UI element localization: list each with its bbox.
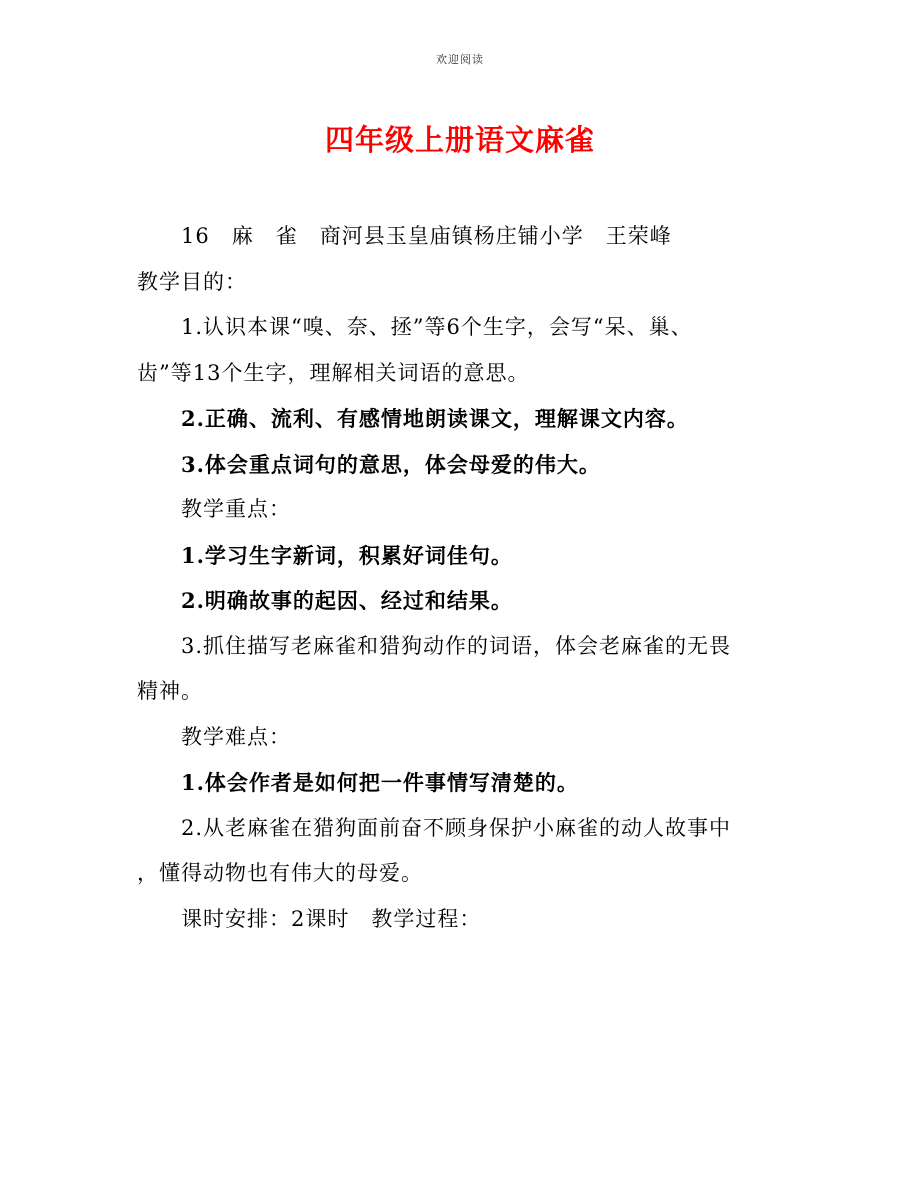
goal-item-3: 3.体会重点词句的意思，体会母爱的伟大。 <box>181 451 601 477</box>
difficulties-heading: 教学难点： <box>181 724 291 749</box>
key-point-item-2: 2.明确故事的起因、经过和结果。 <box>181 588 513 613</box>
key-points-heading: 教学重点： <box>181 497 291 521</box>
key-point-item-1: 1.学习生字新词，积累好词佳句。 <box>181 542 513 568</box>
schedule-line <box>137 897 797 943</box>
document-body <box>137 214 797 942</box>
goals-heading: 教学目的： <box>137 269 247 294</box>
difficulty-item-2-line-1: 2.从老麻雀在猎狗面前奋不顾身保护小麻雀的动人故事中 <box>181 815 732 840</box>
goal-item-1-line-2: 齿”等13个生字，理解相关词语的意思。 <box>137 360 530 385</box>
goal-item-1-line-1: 1.认识本课“嗅、奈、拯”等6个生字，会写“呆、巢、 <box>181 315 693 339</box>
teacher-name: 王荣峰 <box>605 224 672 248</box>
key-point-item-3-line-2: 精神。 <box>137 679 203 703</box>
difficulty-item-1: 1.体会作者是如何把一件事情写清楚的。 <box>181 770 579 795</box>
key-point-item-3-line-1: 3.抓住描写老麻雀和猎狗动作的词语，体会老麻雀的无畏 <box>181 633 732 658</box>
lesson-info-line <box>137 214 797 260</box>
difficulty-item-2-line-2: ，懂得动物也有伟大的母爱。 <box>137 861 423 885</box>
process-heading: 教学过程： <box>371 906 482 931</box>
page-header: 欢迎阅读 <box>436 53 484 66</box>
school-name: 商河县玉皇庙镇杨庄铺小学 <box>319 224 584 248</box>
schedule-label: 课时安排：2课时 <box>181 906 350 931</box>
lesson-number: 16 <box>181 224 210 248</box>
goal-item-2: 2.正确、流利、有感情地朗读课文，理解课文内容。 <box>181 406 689 431</box>
lesson-char-1: 麻 <box>231 224 254 248</box>
document-title: 四年级上册语文麻雀 <box>324 123 595 157</box>
lesson-char-2: 雀 <box>275 224 298 248</box>
